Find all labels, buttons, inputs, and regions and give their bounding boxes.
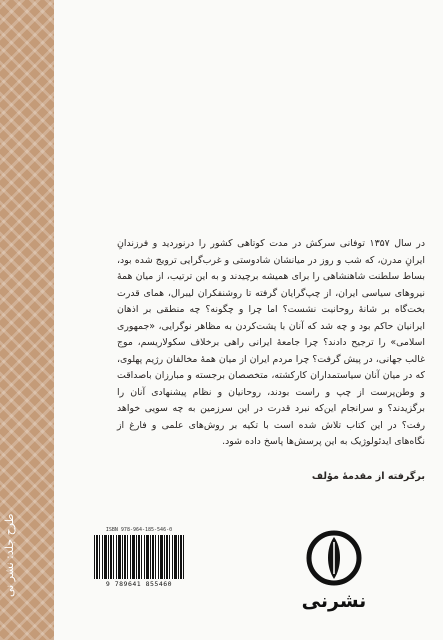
barcode-digits: 9 789641 855460 <box>105 580 173 588</box>
barcode-icon <box>94 535 184 579</box>
isbn-text: ISBN 978-964-185-546-0 <box>105 527 173 533</box>
blurb-source: برگرفته از مقدمهٔ مؤلف <box>311 471 425 482</box>
blurb-text: در سال ۱۳۵۷ توفانی سرکش در مدت کوتاهی کشور را درنوردید و فرزندانِ ایرانِ مدرن، که شب و روز در میانشان شادوستی و غرب‌گرایی ترویج شده بود، بساط سلطنت شاهنشاهی را برای همیشه برچیدند و به این ترتیب، از میان همهٔ نیروهای سیاسی ایران، از چپ‌گرایان گرفته تا روشنفکران لیبرال، همای قدرت بخت‌گاه بر شانهٔ روحانیت نشست؟ اما چرا و چگونه؟ چه منطقی بر اذهان ایرانیان حاکم بود و چه شد که آنان با پشت‌کردن به مظاهر نوگرایی، «جمهوری اسلامی» را ترجیح دادند؟ چرا جامعهٔ ایرانی راهی برخلاف سکولاریسم، موج غالب جهانی، در پیش گرفت؟ چرا مردم ایران از میان همهٔ مخالفان رژیم پهلوی، که در میان آنان سیاستمداران کارکشته، متخصصان برجسته و مبارزان باصداقت و وطن‌پرست از چپ و راست بودند، روحانیان و نظام پیشنهادی آنان را برگزیدند؟ و سرانجام این‌که نبرد قدرت در این سرزمین به چه سویی خواهد رفت؟ در این کتاب تلاش شده است با تکیه بر روش‌های علمی و فارغ از نگاه‌های ایدئولوژیک به این پرسش‌ها پاسخ داده شود. <box>117 238 425 447</box>
spine-text: طرح جلد: نشر نی <box>3 513 16 597</box>
publisher-name: نشرنی <box>301 590 367 612</box>
barcode-block <box>94 527 184 589</box>
patterned-strip <box>0 0 54 640</box>
publisher-logo-icon <box>304 528 364 588</box>
